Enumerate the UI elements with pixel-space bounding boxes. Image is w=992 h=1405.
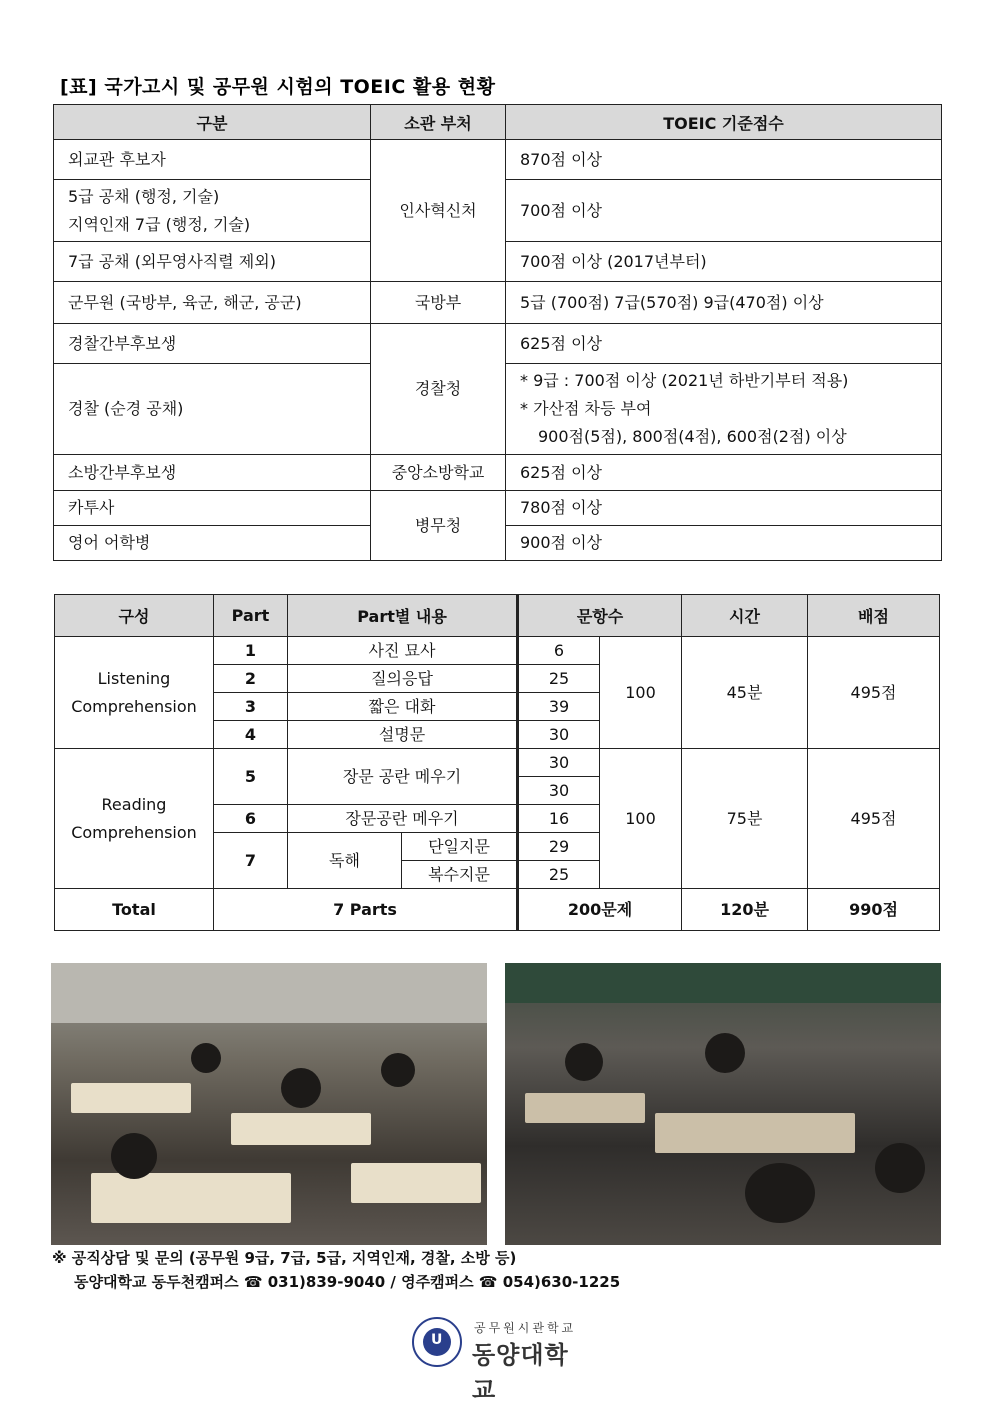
score-cell: 5급 (700점) 7급(570점) 9급(470점) 이상 <box>506 282 942 324</box>
total-parts: 7 Parts <box>214 889 518 931</box>
table-row <box>54 140 942 180</box>
table-row <box>54 491 942 526</box>
col-header-time: 시간 <box>682 595 808 637</box>
count-cell: 30 <box>518 777 600 805</box>
count-cell: 25 <box>518 665 600 693</box>
logo-name: 동양대학교 <box>472 1341 569 1404</box>
category-cell: 군무원 (국방부, 육군, 해군, 공군) <box>54 282 371 324</box>
table-row <box>54 282 942 324</box>
content-cell: 짧은 대화 <box>288 693 518 721</box>
content-cell: 독해 <box>288 833 402 889</box>
section-cell <box>55 637 214 749</box>
count-total-cell: 100 <box>600 749 682 889</box>
emblem-icon: U <box>412 1317 462 1367</box>
category-line: 지역인재 7급 (행정, 기술) <box>68 214 251 234</box>
note-line: 동양대학교 동두천캠퍼스 ☎ 031)839-9040 / 영주캠퍼스 ☎ 054)630-1225 <box>74 1273 621 1291</box>
dept-cell: 경찰청 <box>371 324 506 455</box>
total-label: Total <box>55 889 214 931</box>
table-row <box>54 324 942 364</box>
dept-cell: 병무청 <box>371 491 506 561</box>
part-cell: 1 <box>214 637 288 665</box>
content-cell: 설명문 <box>288 721 518 749</box>
part-cell: 4 <box>214 721 288 749</box>
subcontent-cell: 단일지문 <box>402 833 518 861</box>
col-header-content: Part별 내용 <box>288 595 518 637</box>
dept-cell: 중앙소방학교 <box>371 455 506 491</box>
time-cell: 75분 <box>682 749 808 889</box>
category-cell: 경찰 (순경 공채) <box>54 364 371 455</box>
content-cell: 장문공란 메우기 <box>288 805 518 833</box>
part-cell: 5 <box>214 749 288 805</box>
category-cell: 7급 공채 (외무영사직렬 제외) <box>54 242 371 282</box>
section-label: Reading <box>101 794 167 814</box>
score-cell: 495점 <box>808 637 940 749</box>
page-title: [표] 국가고시 및 공무원 시험의 TOEIC 활용 현황 <box>60 76 496 98</box>
content-cell: 사진 묘사 <box>288 637 518 665</box>
table-row <box>55 637 940 665</box>
total-time: 120분 <box>682 889 808 931</box>
score-cell: 495점 <box>808 749 940 889</box>
section-label: Listening <box>97 668 171 688</box>
category-cell: 경찰간부후보생 <box>54 324 371 364</box>
subcontent-cell: 복수지문 <box>402 861 518 889</box>
part-cell: 2 <box>214 665 288 693</box>
score-cell: 870점 이상 <box>506 140 942 180</box>
col-header-category: 구분 <box>54 105 371 140</box>
logo-subtitle: 공무원시관학교 <box>474 1321 577 1335</box>
col-header-count: 문항수 <box>518 595 682 637</box>
toeic-usage-table <box>53 104 942 561</box>
total-count: 200문제 <box>518 889 682 931</box>
exam-room-photo-right <box>505 963 941 1245</box>
score-cell: 780점 이상 <box>506 491 942 526</box>
dept-cell: 국방부 <box>371 282 506 324</box>
time-cell: 45분 <box>682 637 808 749</box>
exam-room-photo-left <box>51 963 487 1245</box>
part-cell: 6 <box>214 805 288 833</box>
col-header-score: 배점 <box>808 595 940 637</box>
content-cell: 장문 공란 메우기 <box>288 749 518 805</box>
section-label: Comprehension <box>71 822 197 842</box>
contact-note <box>52 1246 620 1294</box>
university-logo <box>412 1317 592 1404</box>
col-header-part: Part <box>214 595 288 637</box>
total-row <box>55 889 940 931</box>
count-cell: 30 <box>518 721 600 749</box>
count-cell: 25 <box>518 861 600 889</box>
dept-cell: 인사혁신처 <box>371 140 506 282</box>
col-header-score: TOEIC 기준점수 <box>506 105 942 140</box>
table-row <box>54 455 942 491</box>
toeic-structure-table <box>54 594 940 931</box>
category-cell: 소방간부후보생 <box>54 455 371 491</box>
score-cell: 700점 이상 <box>506 180 942 242</box>
category-cell: 외교관 후보자 <box>54 140 371 180</box>
note-line: ※ 공직상담 및 문의 (공무원 9급, 7급, 5급, 지역인재, 경찰, 소방 등) <box>52 1249 517 1267</box>
category-cell <box>54 180 371 242</box>
count-cell: 30 <box>518 749 600 777</box>
score-line: * 가산점 차등 부여 <box>520 399 652 418</box>
count-cell: 29 <box>518 833 600 861</box>
category-cell: 카투사 <box>54 491 371 526</box>
section-label: Comprehension <box>71 696 197 716</box>
score-cell: 900점 이상 <box>506 526 942 561</box>
count-cell: 16 <box>518 805 600 833</box>
count-cell: 39 <box>518 693 600 721</box>
part-cell: 7 <box>214 833 288 889</box>
col-header-section: 구성 <box>55 595 214 637</box>
count-total-cell: 100 <box>600 637 682 749</box>
total-score: 990점 <box>808 889 940 931</box>
score-line: 900점(5점), 800점(4점), 600점(2점) 이상 <box>538 427 847 446</box>
score-cell: 625점 이상 <box>506 324 942 364</box>
category-cell: 영어 어학병 <box>54 526 371 561</box>
score-line: * 9급 : 700점 이상 (2021년 하반기부터 적용) <box>520 371 849 390</box>
part-cell: 3 <box>214 693 288 721</box>
score-cell: 625점 이상 <box>506 455 942 491</box>
count-cell: 6 <box>518 637 600 665</box>
table-row <box>55 749 940 777</box>
section-cell <box>55 749 214 889</box>
content-cell: 질의응답 <box>288 665 518 693</box>
col-header-dept: 소관 부처 <box>371 105 506 140</box>
score-cell <box>506 364 942 455</box>
category-line: 5급 공채 (행정, 기술) <box>68 186 220 206</box>
score-cell: 700점 이상 (2017년부터) <box>506 242 942 282</box>
